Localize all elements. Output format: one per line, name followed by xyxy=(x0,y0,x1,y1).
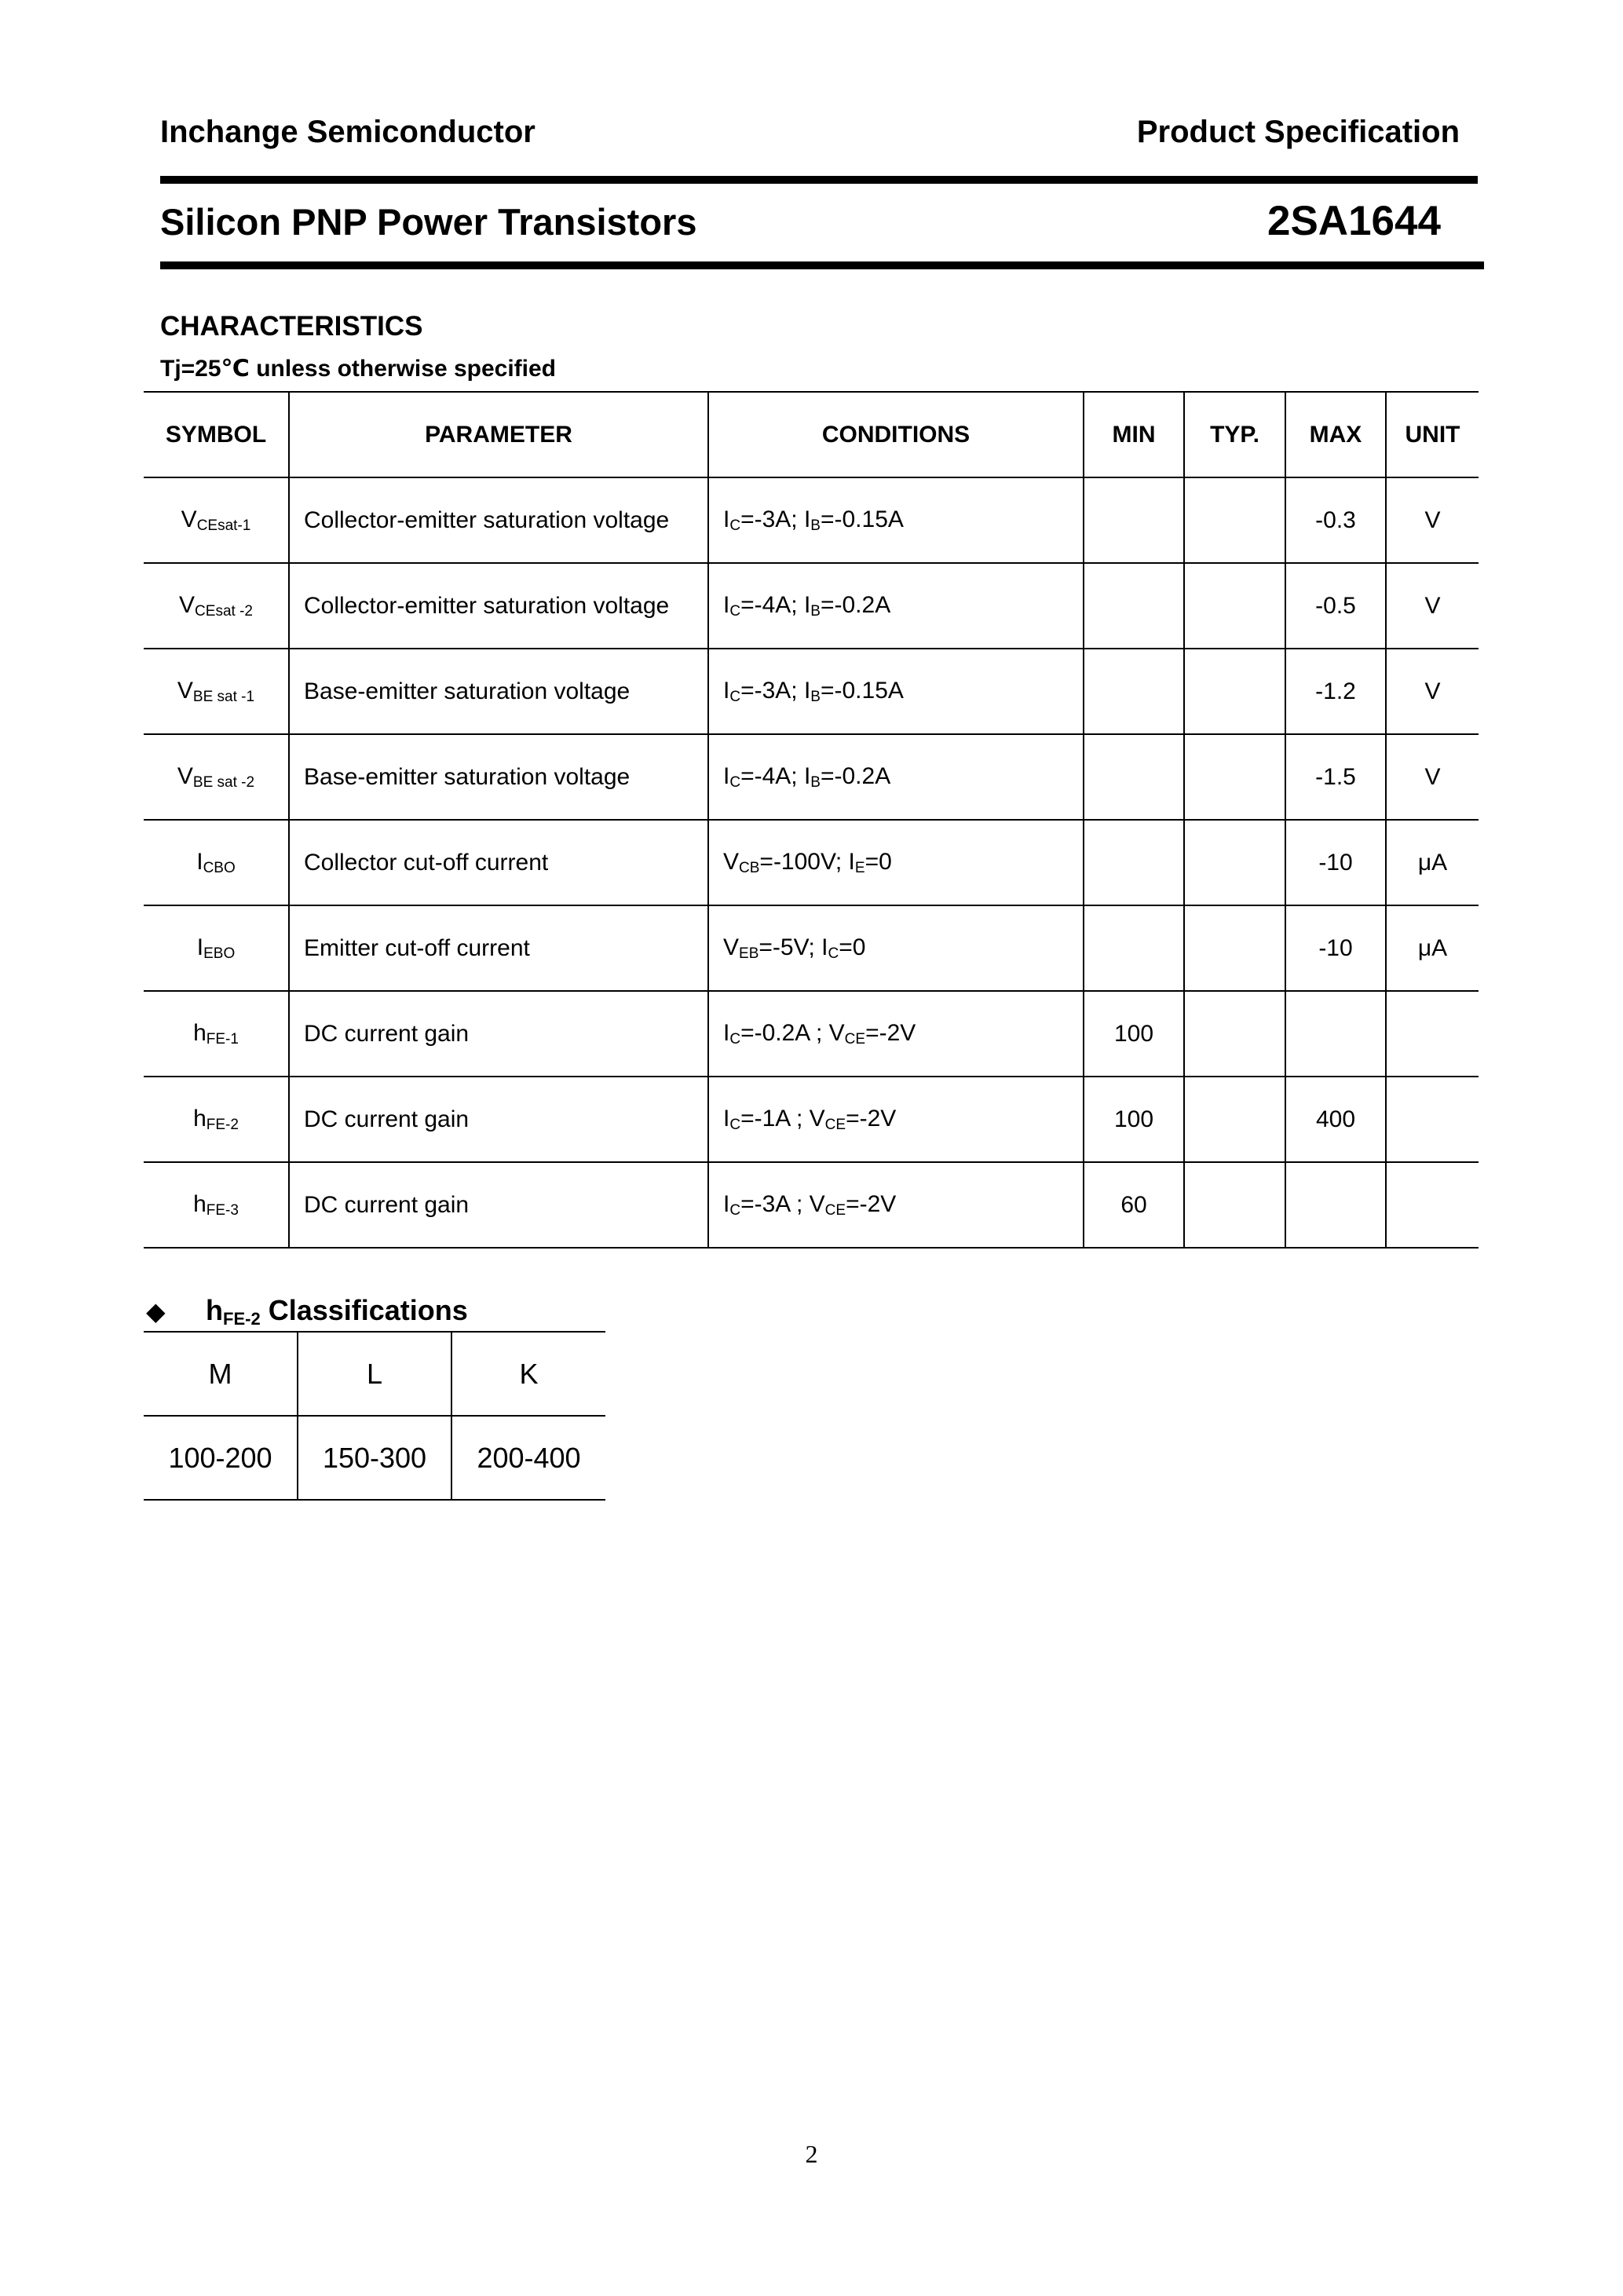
condition-text: =-0.15A xyxy=(820,506,904,532)
table-row xyxy=(144,477,1479,563)
symbol-cell xyxy=(144,477,289,563)
col-header-typ: TYP. xyxy=(1184,392,1285,477)
symbol-cell xyxy=(144,1077,289,1162)
table-row xyxy=(144,1162,1479,1248)
classification-symbol xyxy=(206,1294,261,1329)
parameter-cell: DC current gain xyxy=(289,991,708,1077)
symbol-sub: BE sat -2 xyxy=(192,773,255,791)
condition-text: =0 xyxy=(865,848,892,875)
min-cell: 60 xyxy=(1084,1162,1184,1248)
title-rule xyxy=(160,261,1484,269)
max-cell: -0.5 xyxy=(1285,563,1386,649)
col-header-max: MAX xyxy=(1285,392,1386,477)
condition-text: I xyxy=(723,1019,730,1046)
condition-text: =-100V; I xyxy=(759,848,855,875)
condition-text: I xyxy=(723,762,730,789)
max-cell: -1.5 xyxy=(1285,734,1386,820)
condition-sub: C xyxy=(729,1030,741,1047)
symbol-main: V xyxy=(177,762,193,789)
col-header-unit: UNIT xyxy=(1386,392,1479,477)
characteristics-table xyxy=(144,391,1479,1249)
parameter-cell: Collector-emitter saturation voltage xyxy=(289,477,708,563)
symbol-cell xyxy=(144,905,289,991)
unit-cell: μA xyxy=(1386,820,1479,905)
condition-text: =-0.2A xyxy=(820,762,891,789)
symbol-main: I xyxy=(196,848,203,875)
condition-sub: C xyxy=(729,517,741,534)
symbol-sub: CEsat-1 xyxy=(196,517,251,534)
min-cell: 100 xyxy=(1084,991,1184,1077)
conditions-cell xyxy=(708,991,1084,1077)
table-row xyxy=(144,1077,1479,1162)
classification-header-row xyxy=(144,1332,605,1416)
parameter-cell: Collector-emitter saturation voltage xyxy=(289,563,708,649)
unit-cell: V xyxy=(1386,734,1479,820)
symbol-sub: FE-2 xyxy=(206,1116,239,1133)
condition-sub: CB xyxy=(739,859,760,876)
condition-sub: CE xyxy=(844,1030,866,1047)
unit-cell: V xyxy=(1386,477,1479,563)
symbol-cell xyxy=(144,820,289,905)
condition-text: =-1A ; V xyxy=(740,1105,825,1132)
parameter-cell: DC current gain xyxy=(289,1162,708,1248)
classification-symbol-main: h xyxy=(206,1294,223,1326)
conditions-cell xyxy=(708,1077,1084,1162)
typ-cell xyxy=(1184,991,1285,1077)
symbol-main: V xyxy=(179,591,196,618)
classifications-label: Classifications xyxy=(268,1294,468,1326)
symbol-cell xyxy=(144,1162,289,1248)
symbol-sub: FE-1 xyxy=(206,1030,239,1047)
min-cell xyxy=(1084,734,1184,820)
condition-text: =-0.15A xyxy=(820,677,904,704)
condition-text: =-5V; I xyxy=(758,934,828,960)
parameter-cell: Base-emitter saturation voltage xyxy=(289,734,708,820)
max-cell xyxy=(1285,991,1386,1077)
parameter-cell: Collector cut-off current xyxy=(289,820,708,905)
condition-text: =-4A; I xyxy=(740,591,811,618)
parameter-cell: Base-emitter saturation voltage xyxy=(289,649,708,734)
table-header-row xyxy=(144,392,1479,477)
max-cell: -10 xyxy=(1285,820,1386,905)
class-grade-m: M xyxy=(144,1332,298,1416)
condition-sub: E xyxy=(854,859,865,876)
conditions-cell xyxy=(708,477,1084,563)
min-cell xyxy=(1084,820,1184,905)
symbol-sub: FE-3 xyxy=(206,1201,239,1219)
unit-cell: μA xyxy=(1386,905,1479,991)
condition-text: =-3A ; V xyxy=(740,1190,825,1217)
table-row xyxy=(144,734,1479,820)
classification-symbol-sub: FE-2 xyxy=(223,1309,261,1329)
col-header-min: MIN xyxy=(1084,392,1184,477)
condition-sub: CE xyxy=(824,1116,846,1133)
unit-cell: V xyxy=(1386,649,1479,734)
symbol-main: I xyxy=(196,934,204,960)
symbol-sub: EBO xyxy=(203,945,236,962)
symbol-sub: CEsat -2 xyxy=(195,602,253,620)
class-grade-l: L xyxy=(298,1332,451,1416)
unit-cell xyxy=(1386,1077,1479,1162)
condition-text: I xyxy=(723,677,730,704)
max-cell: -1.2 xyxy=(1285,649,1386,734)
condition-sub: C xyxy=(729,773,741,791)
condition-sub: C xyxy=(729,602,741,620)
symbol-cell xyxy=(144,734,289,820)
conditions-cell xyxy=(708,820,1084,905)
condition-text: =-2V xyxy=(846,1190,897,1217)
typ-cell xyxy=(1184,1162,1285,1248)
conditions-cell xyxy=(708,563,1084,649)
condition-text: =-0.2A xyxy=(820,591,891,618)
table-row xyxy=(144,820,1479,905)
classification-table xyxy=(144,1331,605,1501)
condition-text: V xyxy=(723,934,740,960)
max-cell: 400 xyxy=(1285,1077,1386,1162)
product-line-title: Silicon PNP Power Transistors xyxy=(160,201,697,243)
condition-sub: C xyxy=(729,688,741,705)
condition-text: I xyxy=(723,506,730,532)
typ-cell xyxy=(1184,563,1285,649)
typ-cell xyxy=(1184,820,1285,905)
conditions-cell xyxy=(708,905,1084,991)
class-range-l: 150-300 xyxy=(298,1416,451,1500)
unit-cell xyxy=(1386,991,1479,1077)
condition-text: =-3A; I xyxy=(740,677,811,704)
symbol-main: h xyxy=(193,1105,207,1132)
document-type: Product Specification xyxy=(1136,115,1460,149)
condition-text: =-0.2A ; V xyxy=(740,1019,845,1046)
min-cell: 100 xyxy=(1084,1077,1184,1162)
table-row xyxy=(144,649,1479,734)
symbol-sub: BE sat -1 xyxy=(192,688,255,705)
symbol-main: h xyxy=(193,1190,207,1217)
class-grade-k: K xyxy=(451,1332,605,1416)
condition-sub: B xyxy=(810,602,821,620)
min-cell xyxy=(1084,477,1184,563)
typ-cell xyxy=(1184,1077,1285,1162)
condition-sub: EB xyxy=(739,945,759,962)
unit-cell: V xyxy=(1386,563,1479,649)
symbol-cell xyxy=(144,563,289,649)
page-number: 2 xyxy=(805,2140,818,2168)
max-cell xyxy=(1285,1162,1386,1248)
symbol-main: V xyxy=(177,677,193,704)
symbol-cell xyxy=(144,649,289,734)
company-name: Inchange Semiconductor xyxy=(160,115,536,149)
classifications-title xyxy=(146,1294,468,1329)
condition-text: =-3A; I xyxy=(740,506,811,532)
condition-sub: B xyxy=(810,688,821,705)
min-cell xyxy=(1084,905,1184,991)
col-header-conditions: CONDITIONS xyxy=(708,392,1084,477)
part-number: 2SA1644 xyxy=(1267,198,1441,244)
condition-text: =-2V xyxy=(865,1019,916,1046)
condition-text: I xyxy=(723,1190,730,1217)
conditions-cell xyxy=(708,1162,1084,1248)
diamond-bullet-icon: ◆ xyxy=(146,1297,166,1325)
max-cell: -0.3 xyxy=(1285,477,1386,563)
typ-cell xyxy=(1184,734,1285,820)
condition-sub: C xyxy=(828,945,839,962)
header-rule xyxy=(160,176,1478,184)
condition-text: I xyxy=(723,1105,730,1132)
condition-sub: B xyxy=(810,517,821,534)
table-row xyxy=(144,563,1479,649)
table-row xyxy=(144,991,1479,1077)
condition-sub: C xyxy=(729,1201,741,1219)
table-row xyxy=(144,905,1479,991)
symbol-cell xyxy=(144,991,289,1077)
symbol-main: h xyxy=(193,1019,207,1046)
condition-sub: B xyxy=(810,773,821,791)
conditions-cell xyxy=(708,649,1084,734)
condition-text: I xyxy=(723,591,730,618)
parameter-cell: DC current gain xyxy=(289,1077,708,1162)
col-header-parameter: PARAMETER xyxy=(289,392,708,477)
condition-sub: CE xyxy=(824,1201,846,1219)
min-cell xyxy=(1084,649,1184,734)
min-cell xyxy=(1084,563,1184,649)
typ-cell xyxy=(1184,905,1285,991)
max-cell: -10 xyxy=(1285,905,1386,991)
section-title: CHARACTERISTICS xyxy=(160,311,423,342)
symbol-sub: CBO xyxy=(203,859,236,876)
condition-text: =-2V xyxy=(846,1105,897,1132)
typ-cell xyxy=(1184,477,1285,563)
class-range-m: 100-200 xyxy=(144,1416,298,1500)
classification-range-row xyxy=(144,1416,605,1500)
condition-text: =-4A; I xyxy=(740,762,811,789)
typ-cell xyxy=(1184,649,1285,734)
condition-text: V xyxy=(723,848,740,875)
class-range-k: 200-400 xyxy=(451,1416,605,1500)
unit-cell xyxy=(1386,1162,1479,1248)
symbol-main: V xyxy=(181,506,197,532)
condition-note: Tj=25℃ unless otherwise specified xyxy=(160,356,557,382)
condition-sub: C xyxy=(729,1116,741,1133)
parameter-cell: Emitter cut-off current xyxy=(289,905,708,991)
condition-text: =0 xyxy=(839,934,866,960)
col-header-symbol: SYMBOL xyxy=(144,392,289,477)
conditions-cell xyxy=(708,734,1084,820)
